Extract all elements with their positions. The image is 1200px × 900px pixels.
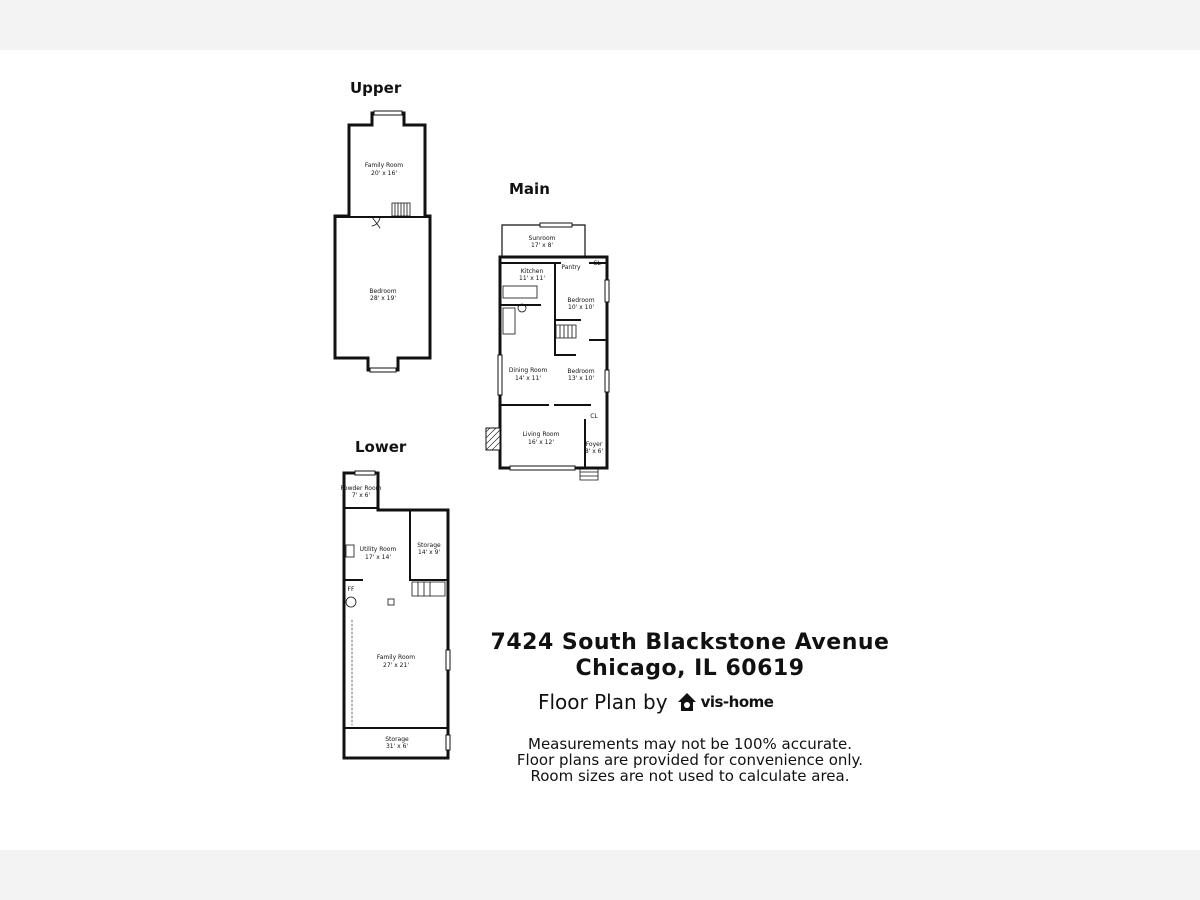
room-label-sunroom: Sunroom — [528, 235, 556, 242]
main-left-window — [498, 355, 502, 395]
floor-label-lower: Lower — [355, 438, 407, 456]
room-label-ff: FF — [347, 586, 355, 593]
lower-floor-plan — [344, 471, 450, 758]
room-label-utility-room: Utility Room — [359, 546, 397, 553]
room-size-lower-storage-1: 14' x 9' — [417, 549, 441, 556]
room-label-lower-family-room: Family Room — [376, 654, 416, 661]
room-label-kitchen: Kitchen — [520, 268, 544, 275]
room-size-foyer: 8' x 6' — [584, 448, 604, 455]
room-label-cl-lower: CL — [590, 413, 598, 420]
front-steps — [580, 468, 598, 480]
lower-interior-walls — [344, 508, 448, 728]
main-side-window-lower — [605, 370, 609, 392]
sunroom-window — [540, 223, 572, 227]
room-size-main-bedroom-2: 13' x 10' — [568, 375, 594, 382]
room-size-lower-storage-2: 31' x 6' — [385, 743, 409, 750]
room-label-lower-storage-1: Storage — [417, 542, 441, 549]
upper-floor-plan — [335, 111, 430, 372]
room-size-kitchen: 11' x 11' — [519, 275, 545, 282]
room-label-foyer: Foyer — [585, 441, 603, 448]
vis-home-logo — [676, 691, 774, 713]
main-side-window-upper — [605, 280, 609, 302]
kitchen-counter — [503, 286, 537, 298]
room-label-pantry: Pantry — [561, 264, 581, 271]
upper-stairs — [392, 203, 410, 216]
main-bathtub — [503, 308, 515, 334]
disclaimer-line-2: Floor plans are provided for convenience only. — [516, 751, 864, 769]
room-label-upper-family-room: Family Room — [364, 162, 404, 169]
lower-top-window — [355, 471, 375, 475]
floor-label-upper: Upper — [350, 79, 402, 97]
main-stairs — [556, 325, 576, 338]
room-size-sunroom: 17' x 8' — [530, 242, 554, 249]
room-size-upper-family-room: 20' x 16' — [371, 170, 397, 177]
lower-support-column — [388, 599, 394, 605]
disclaimer-line-1: Measurements may not be 100% accurate. — [528, 735, 852, 753]
upper-door-swing — [372, 217, 380, 228]
upper-floor-outline — [335, 113, 430, 370]
room-label-dining-room: Dining Room — [508, 367, 548, 374]
room-size-utility-room: 17' x 14' — [365, 554, 391, 561]
address-line-1: 7424 South Blackstone Avenue — [490, 630, 890, 655]
lower-utility-unit — [346, 545, 354, 557]
room-size-lower-family-room: 27' x 21' — [383, 662, 409, 669]
upper-top-window — [374, 111, 402, 115]
lower-water-heater — [346, 597, 356, 607]
house-icon — [676, 691, 698, 713]
room-label-main-bedroom-2: Bedroom — [567, 368, 595, 375]
lower-floor-outline — [344, 473, 448, 758]
credit-text: Floor Plan by — [538, 690, 668, 714]
room-label-powder-room: Powder Room — [340, 485, 382, 492]
lower-storage-window — [446, 735, 450, 750]
credit-brand: vis-home — [700, 693, 774, 711]
room-size-living-room: 16' x 12' — [528, 439, 554, 446]
room-label-main-bedroom-1: Bedroom — [567, 297, 595, 304]
room-size-main-bedroom-1: 10' x 10' — [568, 304, 594, 311]
room-size-dining-room: 14' x 11' — [515, 375, 541, 382]
floor-plan-credit — [538, 690, 773, 714]
upper-bottom-window — [370, 368, 396, 372]
lower-right-window — [446, 650, 450, 670]
room-size-powder-room: 7' x 6' — [351, 492, 371, 499]
address-line-2: Chicago, IL 60619 — [575, 656, 805, 681]
main-front-window — [510, 466, 575, 470]
lower-stairs — [412, 582, 445, 596]
room-label-cl-upper: CL — [593, 260, 601, 267]
room-label-upper-bedroom: Bedroom — [369, 288, 397, 295]
disclaimer-line-3: Room sizes are not used to calculate area. — [530, 767, 850, 785]
room-label-living-room: Living Room — [522, 431, 560, 438]
floor-label-main: Main — [509, 180, 550, 198]
room-label-lower-storage-2: Storage — [385, 736, 409, 743]
room-size-upper-bedroom: 28' x 19' — [370, 295, 396, 302]
